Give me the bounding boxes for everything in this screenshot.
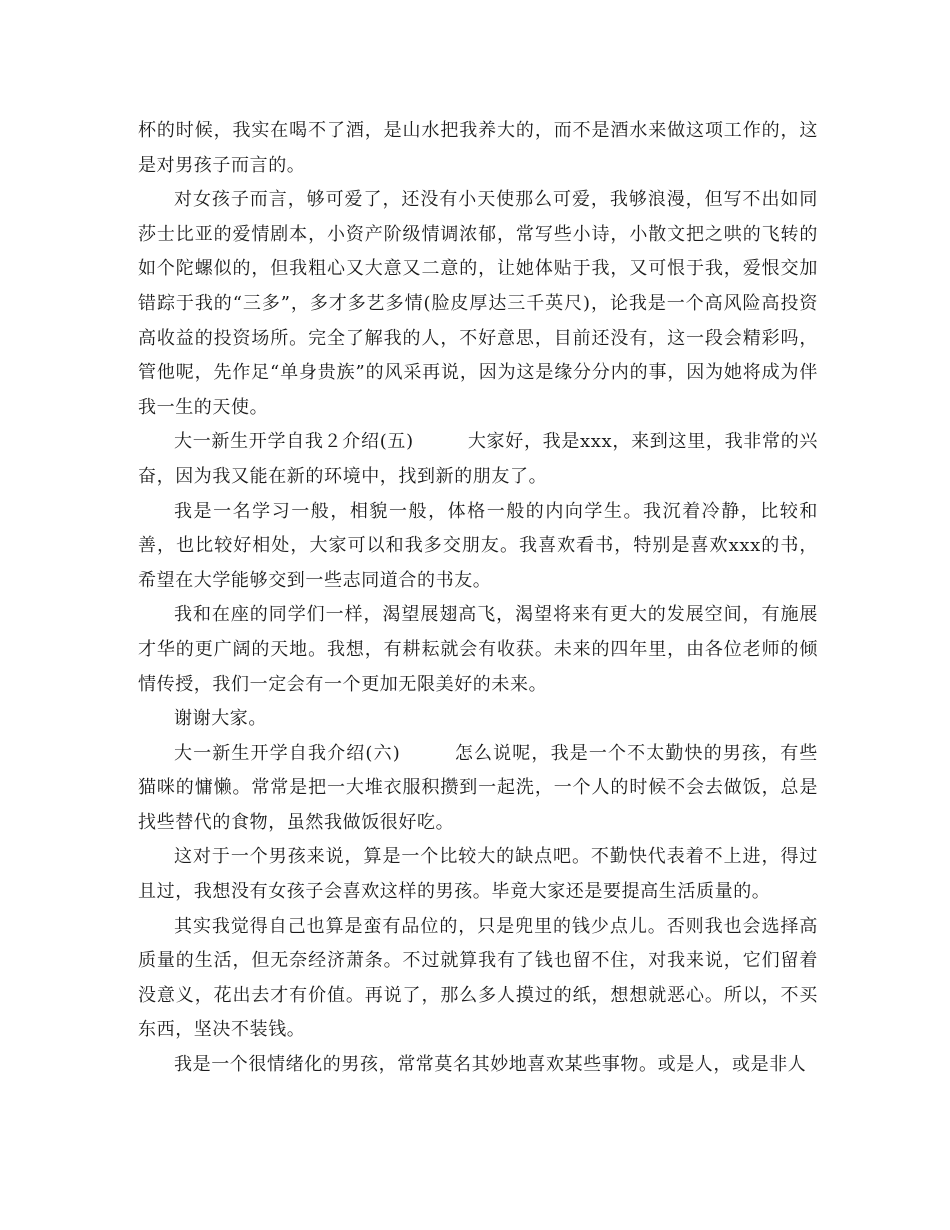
paragraph-text: 大家好，我是xxx，来到这里，我非常的兴奋，因为我又能在新的环境中，找到新的朋友了。 xyxy=(138,431,818,487)
section-heading: 大一新生开学自我介绍(六) xyxy=(174,742,401,764)
paragraph-text: 怎么说呢，我是一个不太勤快的男孩，有些猫咪的慵懒。常常是把一大堆衣服积攒到一起洗，一个人的时候不会去做饭，总是找些替代的食物，虽然我做饭很好吃。 xyxy=(138,742,818,833)
document-body xyxy=(138,114,818,1083)
section-heading: 大一新生开学自我２介绍(五) xyxy=(174,431,414,453)
paragraph-with-heading xyxy=(138,737,818,841)
paragraph: 其实我觉得自己也算是蛮有品位的，只是兜里的钱少点儿。否则我也会选择高质量的生活，但无奈经济萧条。不过就算我有了钱也留不住，对我来说，它们留着没意义，花出去才有价值。再说了，那么多人摸过的纸，想想就恶心。所以，不买东西，坚决不装钱。 xyxy=(138,915,818,1041)
paragraph: 对女孩子而言，够可爱了，还没有小天使那么可爱，我够浪漫，但写不出如同莎士比亚的爱情剧本，小资产阶级情调浓郁，常写些小诗，小散文把之哄的飞转的如个陀螺似的，但我粗心又大意又二意的，让她体贴于我，又可恨于我，爱恨交加错踪于我的“三多”，多才多艺多情(脸皮厚达三千英尺)，论我是一个高风险高投资高收益的投资场所。完全了解我的人，不好意思，目前还没有，这一段会精彩吗，管他呢，先作足“单身贵族”的风采再说，因为这是缘分分内的事，因为她将成为伴我一生的天使。 xyxy=(138,189,818,418)
paragraph: 我和在座的同学们一样，渴望展翅高飞，渴望将来有更大的发展空间，有施展才华的更广阔的天地。我想，有耕耘就会有收获。未来的四年里，由各位老师的倾情传授，我们一定会有一个更加无限美好的未来。 xyxy=(138,604,818,695)
paragraph-continuation: 杯的时候，我实在喝不了酒，是山水把我养大的，而不是酒水来做这项工作的，这是对男孩子而言的。 xyxy=(138,120,818,176)
paragraph-with-heading xyxy=(138,425,818,494)
paragraph: 我是一名学习一般，相貌一般，体格一般的内向学生。我沉着冷静，比较和善，也比较好相处，大家可以和我多交朋友。我喜欢看书，特别是喜欢xxx的书，希望在大学能够交到一些志同道合的书友。 xyxy=(138,500,818,591)
paragraph: 谢谢大家。 xyxy=(174,708,267,730)
paragraph: 这对于一个男孩来说，算是一个比较大的缺点吧。不勤快代表着不上进，得过且过，我想没有女孩子会喜欢这样的男孩。毕竟大家还是要提高生活质量的。 xyxy=(138,846,818,903)
paragraph: 我是一个很情绪化的男孩，常常莫名其妙地喜欢某些事物。或是人，或是非人 xyxy=(174,1054,807,1076)
